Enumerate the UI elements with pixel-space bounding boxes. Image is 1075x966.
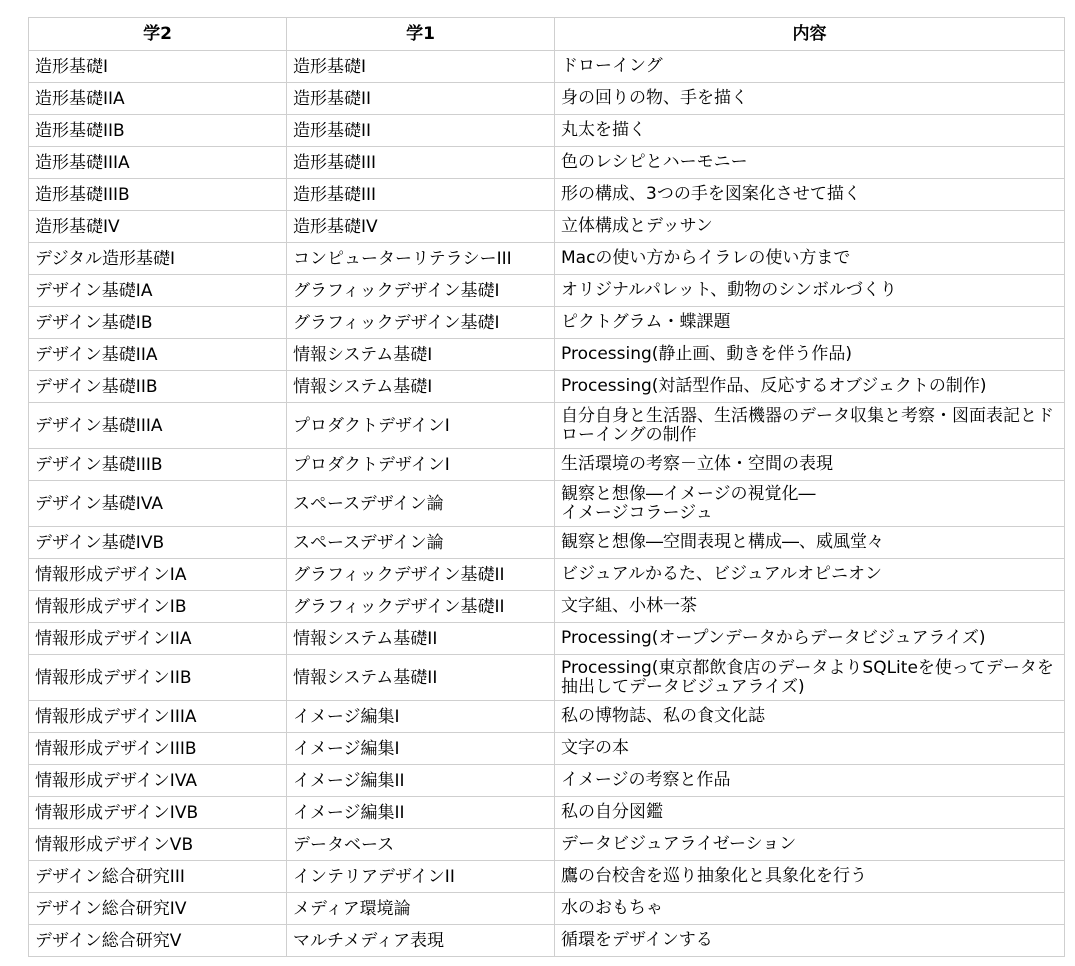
g1-cell: グラフィックデザイン基礎II <box>287 591 555 623</box>
table-row <box>29 797 1065 829</box>
course-table <box>28 17 1065 957</box>
content-cell: Processing(オープンデータからデータビジュアライズ) <box>555 623 1065 655</box>
g2-cell: 情報形成デザインVB <box>29 829 287 861</box>
table-row <box>29 893 1065 925</box>
g2-cell: デザイン基礎IIB <box>29 371 287 403</box>
g2-cell: 造形基礎IIA <box>29 83 287 115</box>
table-row <box>29 591 1065 623</box>
table-row <box>29 925 1065 957</box>
g1-cell: 造形基礎I <box>287 51 555 83</box>
content-cell: 私の自分図鑑 <box>555 797 1065 829</box>
table-row <box>29 403 1065 449</box>
g1-cell: マルチメディア表現 <box>287 925 555 957</box>
table-row <box>29 371 1065 403</box>
content-cell: 文字組、小林一茶 <box>555 591 1065 623</box>
g1-cell: グラフィックデザイン基礎I <box>287 275 555 307</box>
g1-cell: インテリアデザインII <box>287 861 555 893</box>
content-cell: 鷹の台校舎を巡り抽象化と具象化を行う <box>555 861 1065 893</box>
g1-cell: 情報システム基礎II <box>287 655 555 701</box>
table-body <box>29 51 1065 957</box>
table-row <box>29 623 1065 655</box>
g1-cell: イメージ編集II <box>287 797 555 829</box>
g1-cell: 造形基礎III <box>287 147 555 179</box>
table-row <box>29 861 1065 893</box>
content-cell: 循環をデザインする <box>555 925 1065 957</box>
content-cell: 形の構成、3つの手を図案化させて描く <box>555 179 1065 211</box>
table-row <box>29 449 1065 481</box>
table-row <box>29 147 1065 179</box>
g2-cell: 情報形成デザインIB <box>29 591 287 623</box>
g1-cell: プロダクトデザインI <box>287 403 555 449</box>
g1-cell: コンピューターリテラシーIII <box>287 243 555 275</box>
g2-cell: 造形基礎IIB <box>29 115 287 147</box>
g2-cell: 造形基礎IIIB <box>29 179 287 211</box>
content-cell: 私の博物誌、私の食文化誌 <box>555 701 1065 733</box>
table-row <box>29 765 1065 797</box>
g2-cell: デザイン総合研究IV <box>29 893 287 925</box>
content-cell: 色のレシピとハーモニー <box>555 147 1065 179</box>
g2-cell: 情報形成デザインIIIA <box>29 701 287 733</box>
content-cell: Macの使い方からイラレの使い方まで <box>555 243 1065 275</box>
g1-cell: スペースデザイン論 <box>287 527 555 559</box>
content-cell: ビジュアルかるた、ビジュアルオピニオン <box>555 559 1065 591</box>
g1-cell: 情報システム基礎II <box>287 623 555 655</box>
g2-cell: 情報形成デザインIIIB <box>29 733 287 765</box>
g1-cell: グラフィックデザイン基礎II <box>287 559 555 591</box>
table-row <box>29 733 1065 765</box>
content-cell: Processing(静止画、動きを伴う作品) <box>555 339 1065 371</box>
g1-cell: スペースデザイン論 <box>287 481 555 527</box>
content-cell: オリジナルパレット、動物のシンボルづくり <box>555 275 1065 307</box>
g1-cell: 情報システム基礎I <box>287 339 555 371</box>
g2-cell: デザイン基礎IVB <box>29 527 287 559</box>
header-g1: 学1 <box>287 18 555 51</box>
g1-cell: データベース <box>287 829 555 861</box>
g1-cell: 造形基礎II <box>287 115 555 147</box>
g2-cell: 情報形成デザインIA <box>29 559 287 591</box>
table-row <box>29 481 1065 527</box>
table-row <box>29 83 1065 115</box>
g2-cell: 造形基礎IV <box>29 211 287 243</box>
table-row <box>29 559 1065 591</box>
table-row <box>29 527 1065 559</box>
content-cell: 立体構成とデッサン <box>555 211 1065 243</box>
table-row <box>29 829 1065 861</box>
g1-cell: 情報システム基礎I <box>287 371 555 403</box>
g1-cell: イメージ編集II <box>287 765 555 797</box>
g2-cell: 情報形成デザインIIA <box>29 623 287 655</box>
g2-cell: 情報形成デザインIIB <box>29 655 287 701</box>
g1-cell: 造形基礎IV <box>287 211 555 243</box>
g2-cell: 造形基礎IIIA <box>29 147 287 179</box>
table-row <box>29 701 1065 733</box>
table-row <box>29 211 1065 243</box>
g2-cell: デザイン基礎IIIA <box>29 403 287 449</box>
g2-cell: デジタル造形基礎I <box>29 243 287 275</box>
header-content: 内容 <box>555 18 1065 51</box>
content-cell: 生活環境の考察－立体・空間の表現 <box>555 449 1065 481</box>
content-cell: Processing(対話型作品、反応するオブジェクトの制作) <box>555 371 1065 403</box>
content-cell: ピクトグラム・蝶課題 <box>555 307 1065 339</box>
content-cell: 自分自身と生活器、生活機器のデータ収集と考察・図面表記とドローイングの制作 <box>555 403 1065 449</box>
content-cell: 観察と想像―イメージの視覚化― イメージコラージュ <box>555 481 1065 527</box>
table-row <box>29 243 1065 275</box>
table-row <box>29 307 1065 339</box>
g1-cell: グラフィックデザイン基礎I <box>287 307 555 339</box>
g1-cell: 造形基礎II <box>287 83 555 115</box>
header-row <box>29 18 1065 51</box>
content-cell: 身の回りの物、手を描く <box>555 83 1065 115</box>
content-cell: 文字の本 <box>555 733 1065 765</box>
content-cell: 丸太を描く <box>555 115 1065 147</box>
g2-cell: デザイン総合研究V <box>29 925 287 957</box>
g2-cell: 情報形成デザインIVB <box>29 797 287 829</box>
content-cell: データビジュアライゼーション <box>555 829 1065 861</box>
content-cell: 観察と想像―空間表現と構成―、威風堂々 <box>555 527 1065 559</box>
content-cell: ドローイング <box>555 51 1065 83</box>
g2-cell: デザイン基礎IVA <box>29 481 287 527</box>
g1-cell: イメージ編集I <box>287 701 555 733</box>
g2-cell: デザイン基礎IB <box>29 307 287 339</box>
g2-cell: デザイン基礎IIIB <box>29 449 287 481</box>
table-row <box>29 339 1065 371</box>
g2-cell: デザイン基礎IA <box>29 275 287 307</box>
g1-cell: メディア環境論 <box>287 893 555 925</box>
table-row <box>29 275 1065 307</box>
content-cell: 水のおもちゃ <box>555 893 1065 925</box>
header-g2: 学2 <box>29 18 287 51</box>
table-row <box>29 51 1065 83</box>
g2-cell: デザイン基礎IIA <box>29 339 287 371</box>
table-row <box>29 655 1065 701</box>
g2-cell: 造形基礎I <box>29 51 287 83</box>
table-row <box>29 179 1065 211</box>
g2-cell: デザイン総合研究III <box>29 861 287 893</box>
content-cell: Processing(東京都飲食店のデータよりSQLiteを使ってデータを抽出してデータビジュアライズ) <box>555 655 1065 701</box>
table-row <box>29 115 1065 147</box>
g1-cell: イメージ編集I <box>287 733 555 765</box>
g2-cell: 情報形成デザインIVA <box>29 765 287 797</box>
g1-cell: 造形基礎III <box>287 179 555 211</box>
g1-cell: プロダクトデザインI <box>287 449 555 481</box>
content-cell: イメージの考察と作品 <box>555 765 1065 797</box>
